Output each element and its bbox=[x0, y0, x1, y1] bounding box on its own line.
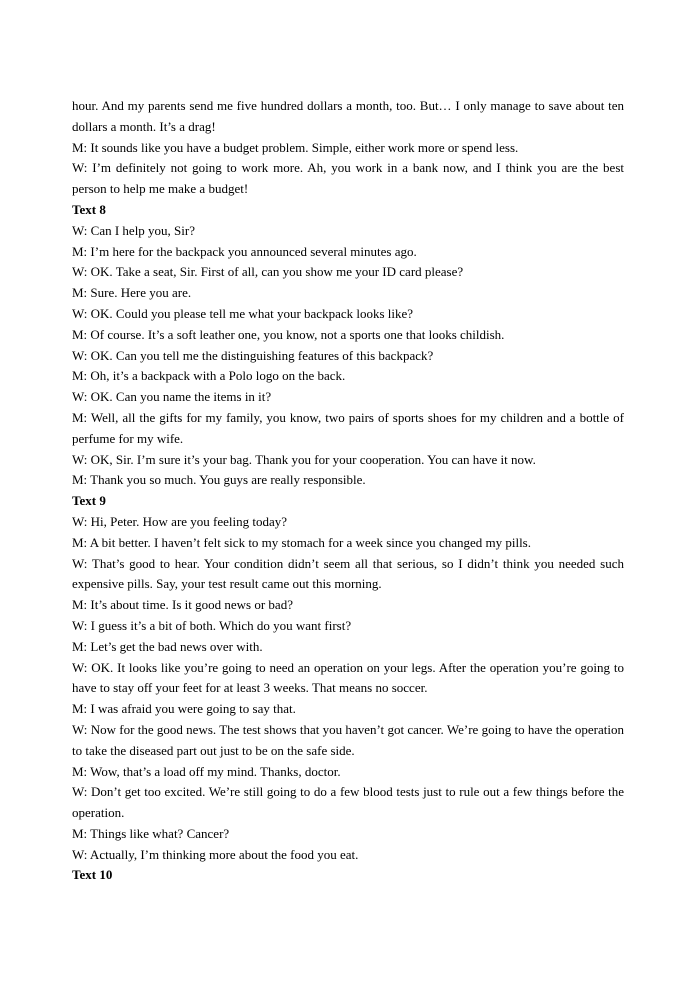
dialogue-line: W: Don’t get too excited. We’re still going to do a few blood tests just to rule out a few things before the operation. bbox=[72, 784, 624, 821]
dialogue-line: M: Let’s get the bad news over with. bbox=[72, 638, 263, 654]
dialogue-line: W: I guess it’s a bit of both. Which do you want first? bbox=[72, 617, 352, 633]
dialogue-line: W: OK. Take a seat, Sir. First of all, can you show me your ID card please? bbox=[72, 264, 464, 280]
dialogue-line: M: I was afraid you were going to say that. bbox=[72, 701, 296, 717]
dialogue-line: M: Of course. It’s a soft leather one, you know, not a sports one that looks childish. bbox=[72, 326, 505, 342]
text8-heading: Text 8 bbox=[72, 201, 106, 217]
dialogue-line: M: A bit better. I haven’t felt sick to my stomach for a week since you changed my pills. bbox=[72, 534, 531, 550]
dialogue-line: M: Wow, that’s a load off my mind. Thanks, doctor. bbox=[72, 763, 341, 779]
document-page bbox=[72, 96, 624, 886]
dialogue-line: M: Sure. Here you are. bbox=[72, 285, 192, 301]
dialogue-line: M: Things like what? Cancer? bbox=[72, 825, 230, 841]
dialogue-line: W: OK. Can you tell me the distinguishing features of this backpack? bbox=[72, 347, 434, 363]
dialogue-line: W: OK. Could you please tell me what your backpack looks like? bbox=[72, 305, 414, 321]
dialogue-line: M: It’s about time. Is it good news or bad? bbox=[72, 597, 293, 613]
dialogue-line: W: That’s good to hear. Your condition didn’t seem all that serious, so I didn’t think you needed such expensive pills. Say, your test result came out this morning. bbox=[72, 555, 624, 592]
intro-line: W: I’m definitely not going to work more. Ah, you work in a bank now, and I think you are the best person to help me make a budget! bbox=[72, 160, 624, 197]
dialogue-line: W: Can I help you, Sir? bbox=[72, 222, 195, 238]
intro-line: hour. And my parents send me five hundred dollars a month, too. But… I only manage to save about ten dollars a month. It’s a drag! bbox=[72, 98, 624, 134]
dialogue-line: W: Actually, I’m thinking more about the food you eat. bbox=[72, 846, 359, 862]
dialogue-line: W: OK. It looks like you’re going to need an operation on your legs. After the operation you’re going to have to stay off your feet for at least 3 weeks. That means no soccer. bbox=[72, 659, 624, 696]
dialogue-line: M: I’m here for the backpack you announced several minutes ago. bbox=[72, 243, 417, 259]
dialogue-line: M: Oh, it’s a backpack with a Polo logo on the back. bbox=[72, 368, 346, 384]
dialogue-line: W: OK. Can you name the items in it? bbox=[72, 389, 272, 405]
dialogue-line: M: Thank you so much. You guys are really responsible. bbox=[72, 472, 366, 488]
text9-heading: Text 9 bbox=[72, 493, 106, 509]
intro-line: M: It sounds like you have a budget problem. Simple, either work more or spend less. bbox=[72, 139, 519, 155]
dialogue-line: W: OK, Sir. I’m sure it’s your bag. Thank you for your cooperation. You can have it now. bbox=[72, 451, 536, 467]
dialogue-line: M: Well, all the gifts for my family, you know, two pairs of sports shoes for my children and a bottle of perfume for my wife. bbox=[72, 409, 624, 446]
dialogue-line: W: Hi, Peter. How are you feeling today? bbox=[72, 513, 288, 529]
text10-heading: Text 10 bbox=[72, 867, 113, 883]
dialogue-line: W: Now for the good news. The test shows that you haven’t got cancer. We’re going to have the operation to take the diseased part out just to be on the safe side. bbox=[72, 721, 624, 758]
